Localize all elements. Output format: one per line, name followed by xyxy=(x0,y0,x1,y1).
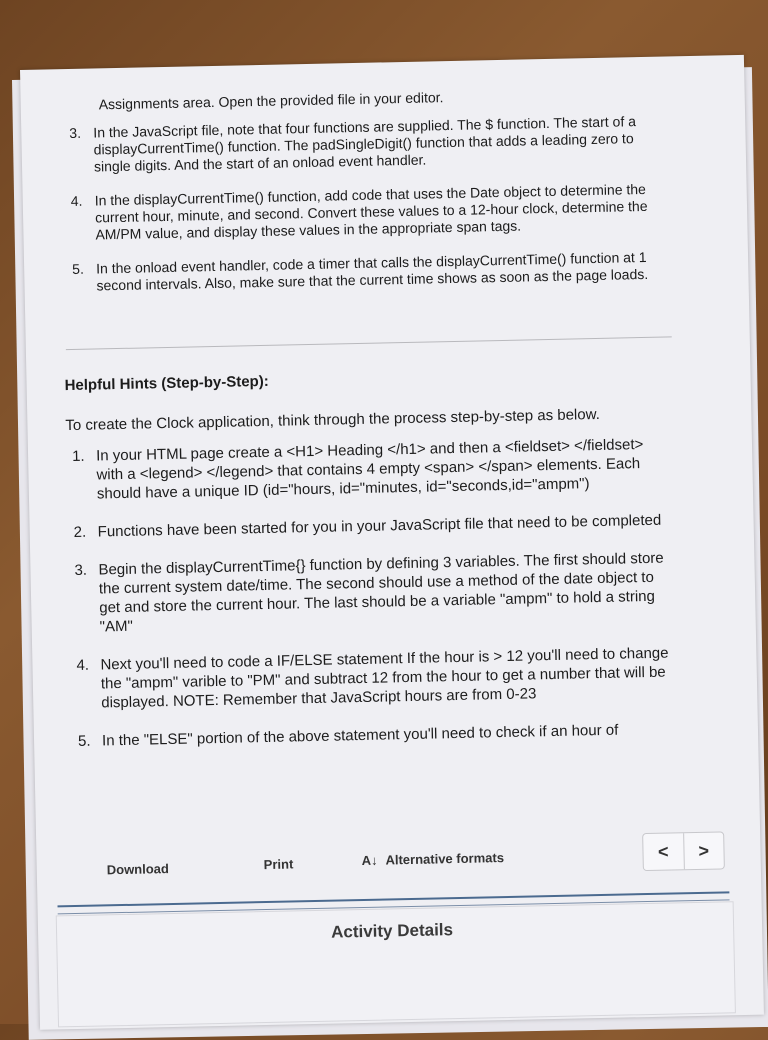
hint-text: Next you'll need to code a IF/ELSE statement If the hour is > 12 you'll need to change the "ampm" varible to "PM" and subtract 12 from the hour to get a number that will be displayed. NOTE: Remember that JavaScript hours are from 0-23 xyxy=(100,644,669,712)
alternative-formats-icon: A↓ xyxy=(361,852,378,869)
hint-text: Functions have been started for you in your JavaScript file that need to be completed xyxy=(97,511,662,541)
hint-text: In the "ELSE" portion of the above statement you'll need to check if an hour of xyxy=(101,721,619,750)
step-number: 4. xyxy=(70,192,83,209)
hint-number: 2. xyxy=(73,523,87,541)
list-item xyxy=(71,180,672,244)
intro-text: Assignments area. Open the provided file in your editor. xyxy=(98,89,444,113)
download-link[interactable]: Download xyxy=(106,861,170,878)
next-button[interactable]: > xyxy=(683,832,724,869)
list-item xyxy=(73,510,673,542)
previous-button[interactable]: < xyxy=(657,841,669,862)
hint-number: 1. xyxy=(71,447,85,465)
divider xyxy=(66,336,672,350)
step-text: In the JavaScript file, note that four functions are supplied. The $ function. The start of a displayCurrentTime() function. The padSingleDigit() function that adds a leading zero to single digits. And the start of an onload event handler. xyxy=(93,113,637,175)
hints-intro: To create the Clock application, think through the process step-by-step as below. xyxy=(65,405,600,435)
hint-text: In your HTML page create a <H1> Heading </h1> and then a <fieldset> </fieldset> with a <legend> </legend> that contains 4 empty <span> </span> elements. Each should have a unique ID (id="hours, id="minutes, id="seconds,id="ampm") xyxy=(95,436,644,503)
document-toolbar xyxy=(106,835,727,888)
step-text: In the onload event handler, code a timer that calls the displayCurrentTime() function at 1 second intervals. Also, make sure that the current time shows as soon as the page loads. xyxy=(96,248,649,294)
hints-heading: Helpful Hints (Step-by-Step): xyxy=(64,372,269,395)
list-item xyxy=(72,248,673,295)
pager xyxy=(642,831,725,871)
list-item xyxy=(76,643,677,713)
hints-list xyxy=(72,434,679,769)
step-number: 5. xyxy=(72,260,85,277)
list-item xyxy=(74,548,675,637)
hint-number: 5. xyxy=(77,732,91,750)
activity-details-title[interactable]: Activity Details xyxy=(330,920,454,942)
hint-number: 3. xyxy=(74,561,88,579)
document-page xyxy=(20,55,764,1030)
activity-details-panel xyxy=(56,901,736,1027)
step-text: In the displayCurrentTime() function, add code that uses the Date object to determine the current hour, minute, and second. Convert these values to a 12-hour clock, determine the AM/PM value, and display these values in the appropriate span tags. xyxy=(94,180,648,243)
list-item xyxy=(78,719,678,751)
list-item xyxy=(72,434,673,504)
assignment-steps xyxy=(69,112,673,312)
step-number: 3. xyxy=(69,124,82,141)
alternative-formats-link[interactable] xyxy=(361,850,504,868)
hint-text: Begin the displayCurrentTime{} function by defining 3 variables. The first should store the current system date/time. The second should use a method of the date object to get and store the current hour. The last should be a variable "ampm" to hold a string "AM" xyxy=(98,549,664,636)
hint-number: 4. xyxy=(76,656,90,674)
alternative-formats-label: Alternative formats xyxy=(385,850,505,868)
list-item xyxy=(69,112,670,176)
print-link[interactable]: Print xyxy=(263,856,294,873)
